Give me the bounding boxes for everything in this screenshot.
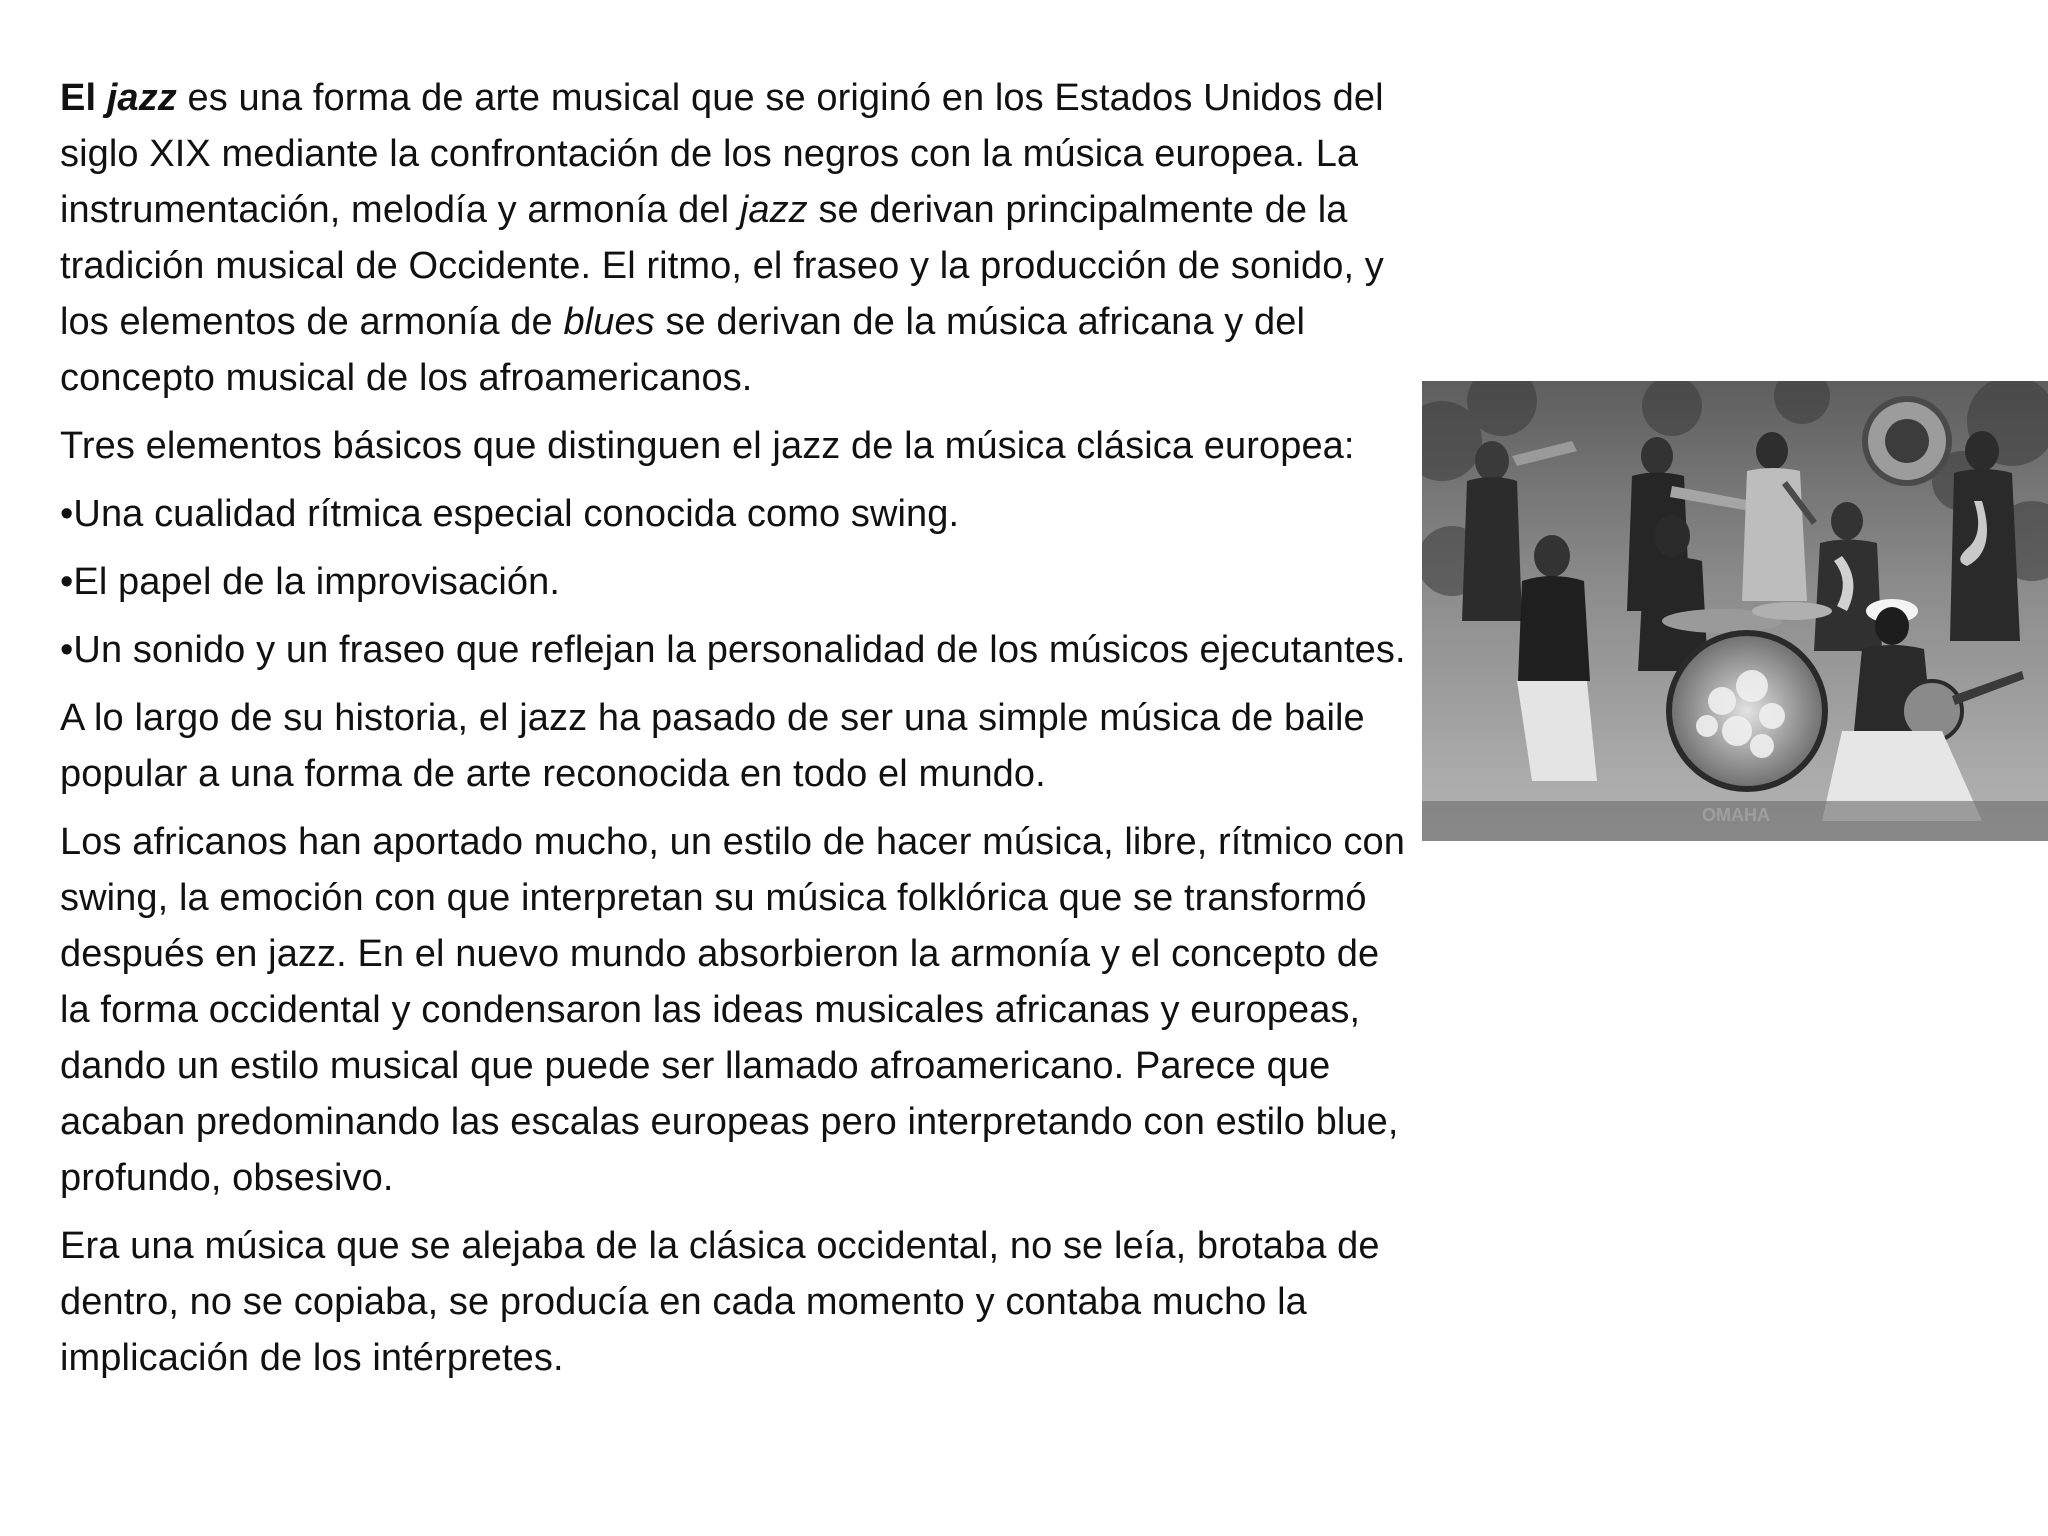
paragraph-africans: Los africanos han aportado mucho, un estilo de hacer música, libre, rítmico con swing, la emoción con que interpretan su música folklórica que se transformó después en jazz. En el nuevo mundo absorbieron la armonía y el concepto de la forma occidental y condensaron las ideas musicales africanas y europeas, dando un estilo musical que puede ser llamado afroamericano. Parece que acaban predominando las escalas europeas pero interpretando con estilo blue, profundo, obsesivo.: [60, 821, 1405, 1199]
intro-term-jazz: jazz: [106, 77, 177, 119]
jazz-band-photo: [1422, 381, 2048, 841]
intro-article: El: [60, 77, 107, 119]
paragraph-history: A lo largo de su historia, el jazz ha pasado de ser una simple música de baile popular a una forma de arte reconocida en todo el mundo.: [60, 697, 1365, 795]
intro-text-b: se derivan principalmente de la tradición musical de Occidente. El ritmo, el fraseo y la producción de sonido, y los elementos de armonía de: [60, 189, 1384, 343]
ground: [1422, 801, 2048, 841]
intro-term-blues: blues: [563, 301, 655, 343]
bullet-swing: •Una cualidad rítmica especial conocida como swing.: [60, 493, 960, 535]
bullet-sound: •Un sonido y un fraseo que reflejan la personalidad de los músicos ejecutantes.: [60, 629, 1406, 671]
paragraph-conclusion: Era una música que se alejaba de la clásica occidental, no se leía, brotaba de dentro, no se copiaba, se producía en cada momento y contaba mucho la implicación de los intérpretes.: [60, 1225, 1380, 1379]
jazz-band-illustration: [1422, 381, 2048, 841]
paragraph-intro: [60, 70, 1410, 406]
intro-text-a: es una forma de arte musical que se originó en los Estados Unidos del siglo XIX mediante la confrontación de los negros con la música europea. La instrumentación, melodía y armonía del: [60, 77, 1384, 231]
intro-term-jazz-2: jazz: [739, 189, 808, 231]
bullet-improvisation: •El papel de la improvisación.: [60, 561, 561, 603]
intro-text-c: se derivan de la música africana y del concepto musical de los afroamericanos.: [60, 301, 1306, 399]
paragraph-elements: Tres elementos básicos que distinguen el jazz de la música clásica europea:: [60, 425, 1355, 467]
body-text: [60, 70, 1410, 1398]
